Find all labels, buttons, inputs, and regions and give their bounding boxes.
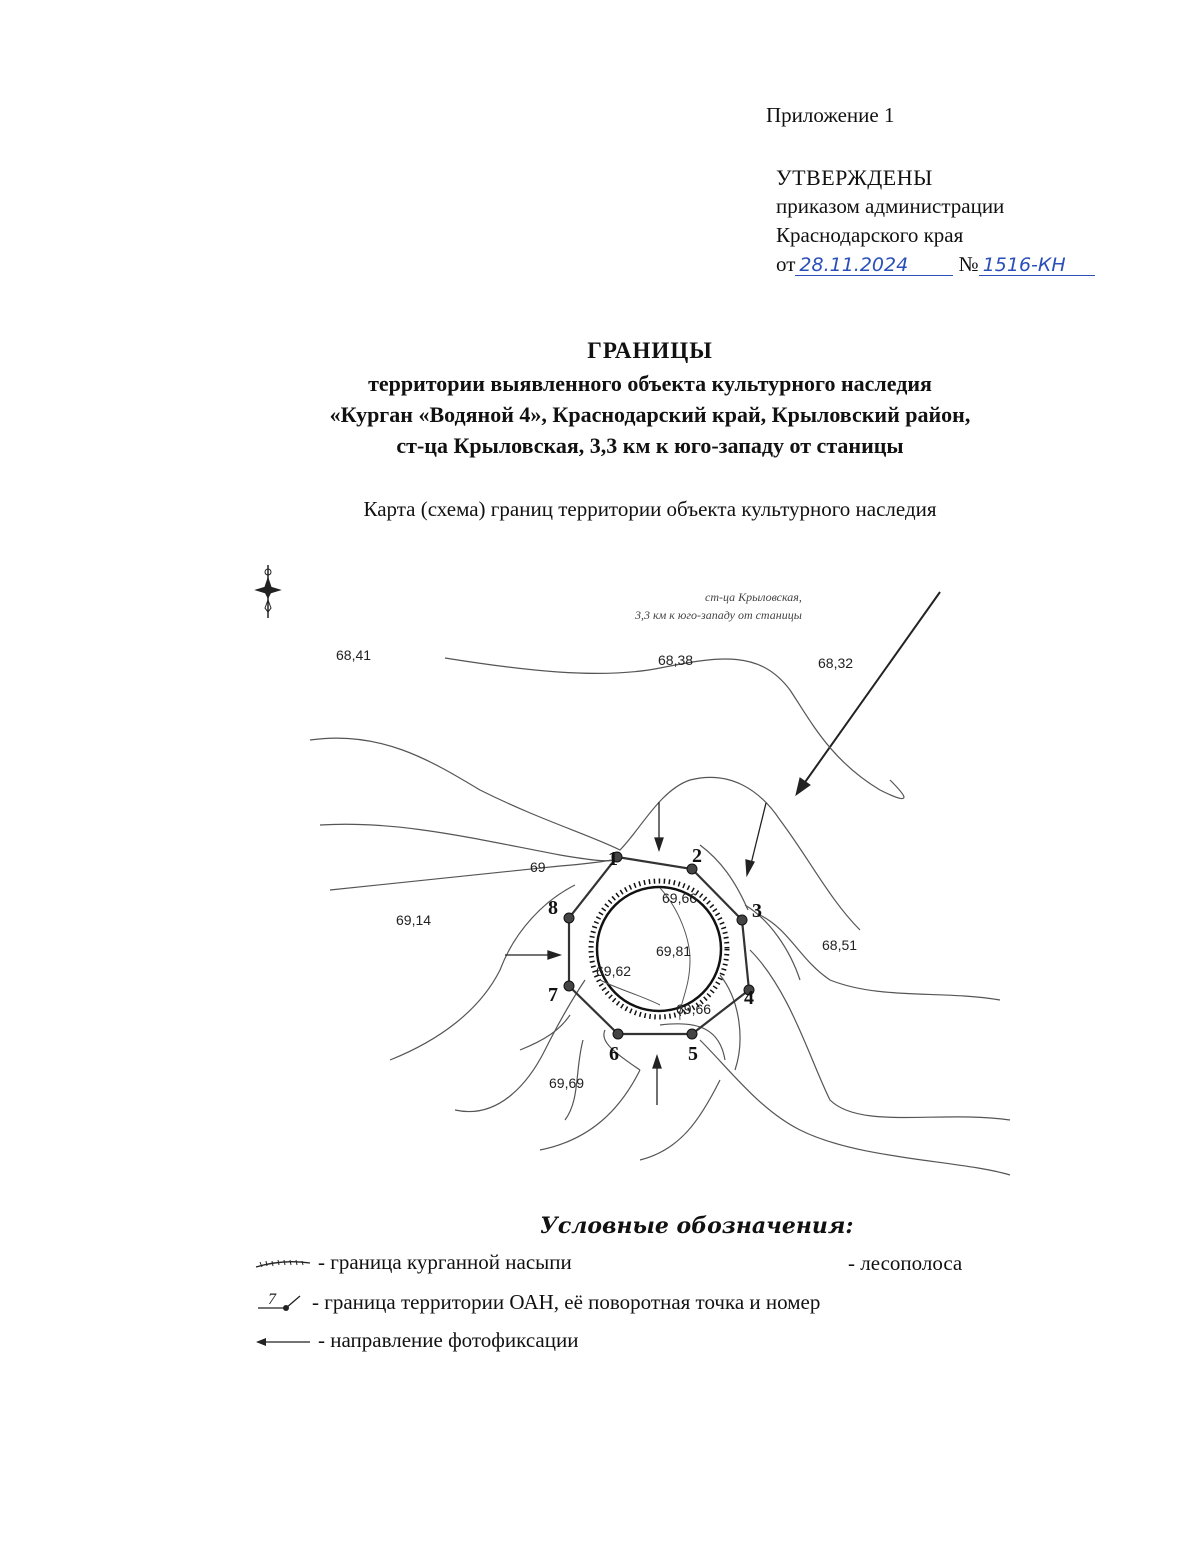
map-subtitle: Карта (схема) границ территории объекта культурного наследия bbox=[363, 497, 937, 521]
legend-territory-boundary bbox=[254, 1290, 820, 1316]
location-note-line-1: ст-ца Крыловская, bbox=[705, 590, 802, 604]
legend-point-number: 7 bbox=[268, 1292, 276, 1309]
title-line-2: «Курган «Водяной 4», Краснодарский край, Крыловский район, bbox=[329, 402, 971, 427]
approval-block bbox=[776, 163, 1095, 279]
date-prefix: от bbox=[776, 252, 796, 276]
elevation-label: 69,69 bbox=[549, 1075, 585, 1091]
legend-photo-text: - направление фотофиксации bbox=[318, 1328, 579, 1352]
point-label-8: 8 bbox=[548, 897, 558, 919]
photo-arrow-west bbox=[505, 951, 560, 959]
location-note-line-2: 3,3 км к юго-западу от станицы bbox=[635, 608, 802, 622]
document-title bbox=[0, 338, 1200, 461]
elevation-label: 68,51 bbox=[822, 937, 858, 953]
boundary-point-6 bbox=[613, 1029, 623, 1039]
approved-line-2: Краснодарского края bbox=[776, 223, 964, 247]
photo-arrow-east bbox=[746, 803, 766, 875]
handwritten-date: 28.11.2024 bbox=[795, 255, 953, 276]
elevation-label: 69,66 bbox=[662, 890, 698, 906]
elevation-label: 68,32 bbox=[818, 655, 854, 671]
title-line-1: территории выявленного объекта культурного наследия bbox=[368, 371, 932, 396]
point-label-6: 6 bbox=[609, 1043, 619, 1065]
elevation-label: 68,38 bbox=[658, 652, 694, 668]
point-label-7: 7 bbox=[548, 984, 558, 1006]
mound-hatch-icon bbox=[254, 1257, 312, 1271]
point-label-2: 2 bbox=[692, 845, 702, 867]
photo-direction-arrows bbox=[505, 802, 766, 1105]
arrow-left-icon bbox=[254, 1336, 312, 1348]
point-label-1: 1 bbox=[608, 848, 618, 870]
location-direction-arrow bbox=[796, 592, 940, 795]
boundary-point-icon bbox=[254, 1292, 306, 1316]
legend-photo-direction bbox=[254, 1328, 578, 1353]
point-label-3: 3 bbox=[752, 900, 762, 922]
approved-title: УТВЕРЖДЕНЫ bbox=[776, 165, 933, 190]
appendix-label: Приложение 1 bbox=[766, 103, 895, 127]
photo-arrow-south bbox=[653, 1056, 661, 1105]
elevation-label: 69,14 bbox=[396, 912, 432, 928]
number-prefix: № bbox=[958, 252, 979, 276]
elevation-label: 69,81 bbox=[656, 943, 692, 959]
legend-mound-text: - граница курганной насыпи bbox=[318, 1250, 572, 1274]
legend-title: Условные обозначения: bbox=[540, 1213, 854, 1239]
handwritten-number: 1516-КН bbox=[979, 255, 1095, 276]
legend-forest-belt: - лесополоса bbox=[848, 1251, 963, 1275]
title-line-3: ст-ца Крыловская, 3,3 км к юго-западу от станицы bbox=[396, 433, 904, 458]
legend-mound-boundary bbox=[254, 1250, 572, 1275]
date-number-line bbox=[776, 250, 1095, 279]
title-main: ГРАНИЦЫ bbox=[587, 338, 713, 363]
location-note bbox=[634, 590, 802, 622]
compass-rose-icon bbox=[256, 565, 280, 618]
elevation-label: 69,62 bbox=[596, 963, 632, 979]
point-label-4: 4 bbox=[744, 987, 754, 1009]
boundary-map bbox=[0, 540, 1200, 1220]
boundary-point-labels bbox=[548, 845, 762, 1065]
boundary-point-3 bbox=[737, 915, 747, 925]
elevation-label: 68,41 bbox=[336, 647, 372, 663]
elevation-label: 69 bbox=[530, 859, 546, 875]
boundary-point-7 bbox=[564, 981, 574, 991]
boundary-point-8 bbox=[564, 913, 574, 923]
elevation-labels bbox=[336, 647, 857, 1091]
point-label-5: 5 bbox=[688, 1043, 698, 1065]
elevation-label: 69,66 bbox=[676, 1001, 712, 1017]
approved-line-1: приказом администрации bbox=[776, 194, 1005, 218]
photo-arrow-north bbox=[655, 802, 663, 850]
boundary-point-5 bbox=[687, 1029, 697, 1039]
legend-territory-text: - граница территории ОАН, её поворотная точка и номер bbox=[312, 1290, 821, 1314]
